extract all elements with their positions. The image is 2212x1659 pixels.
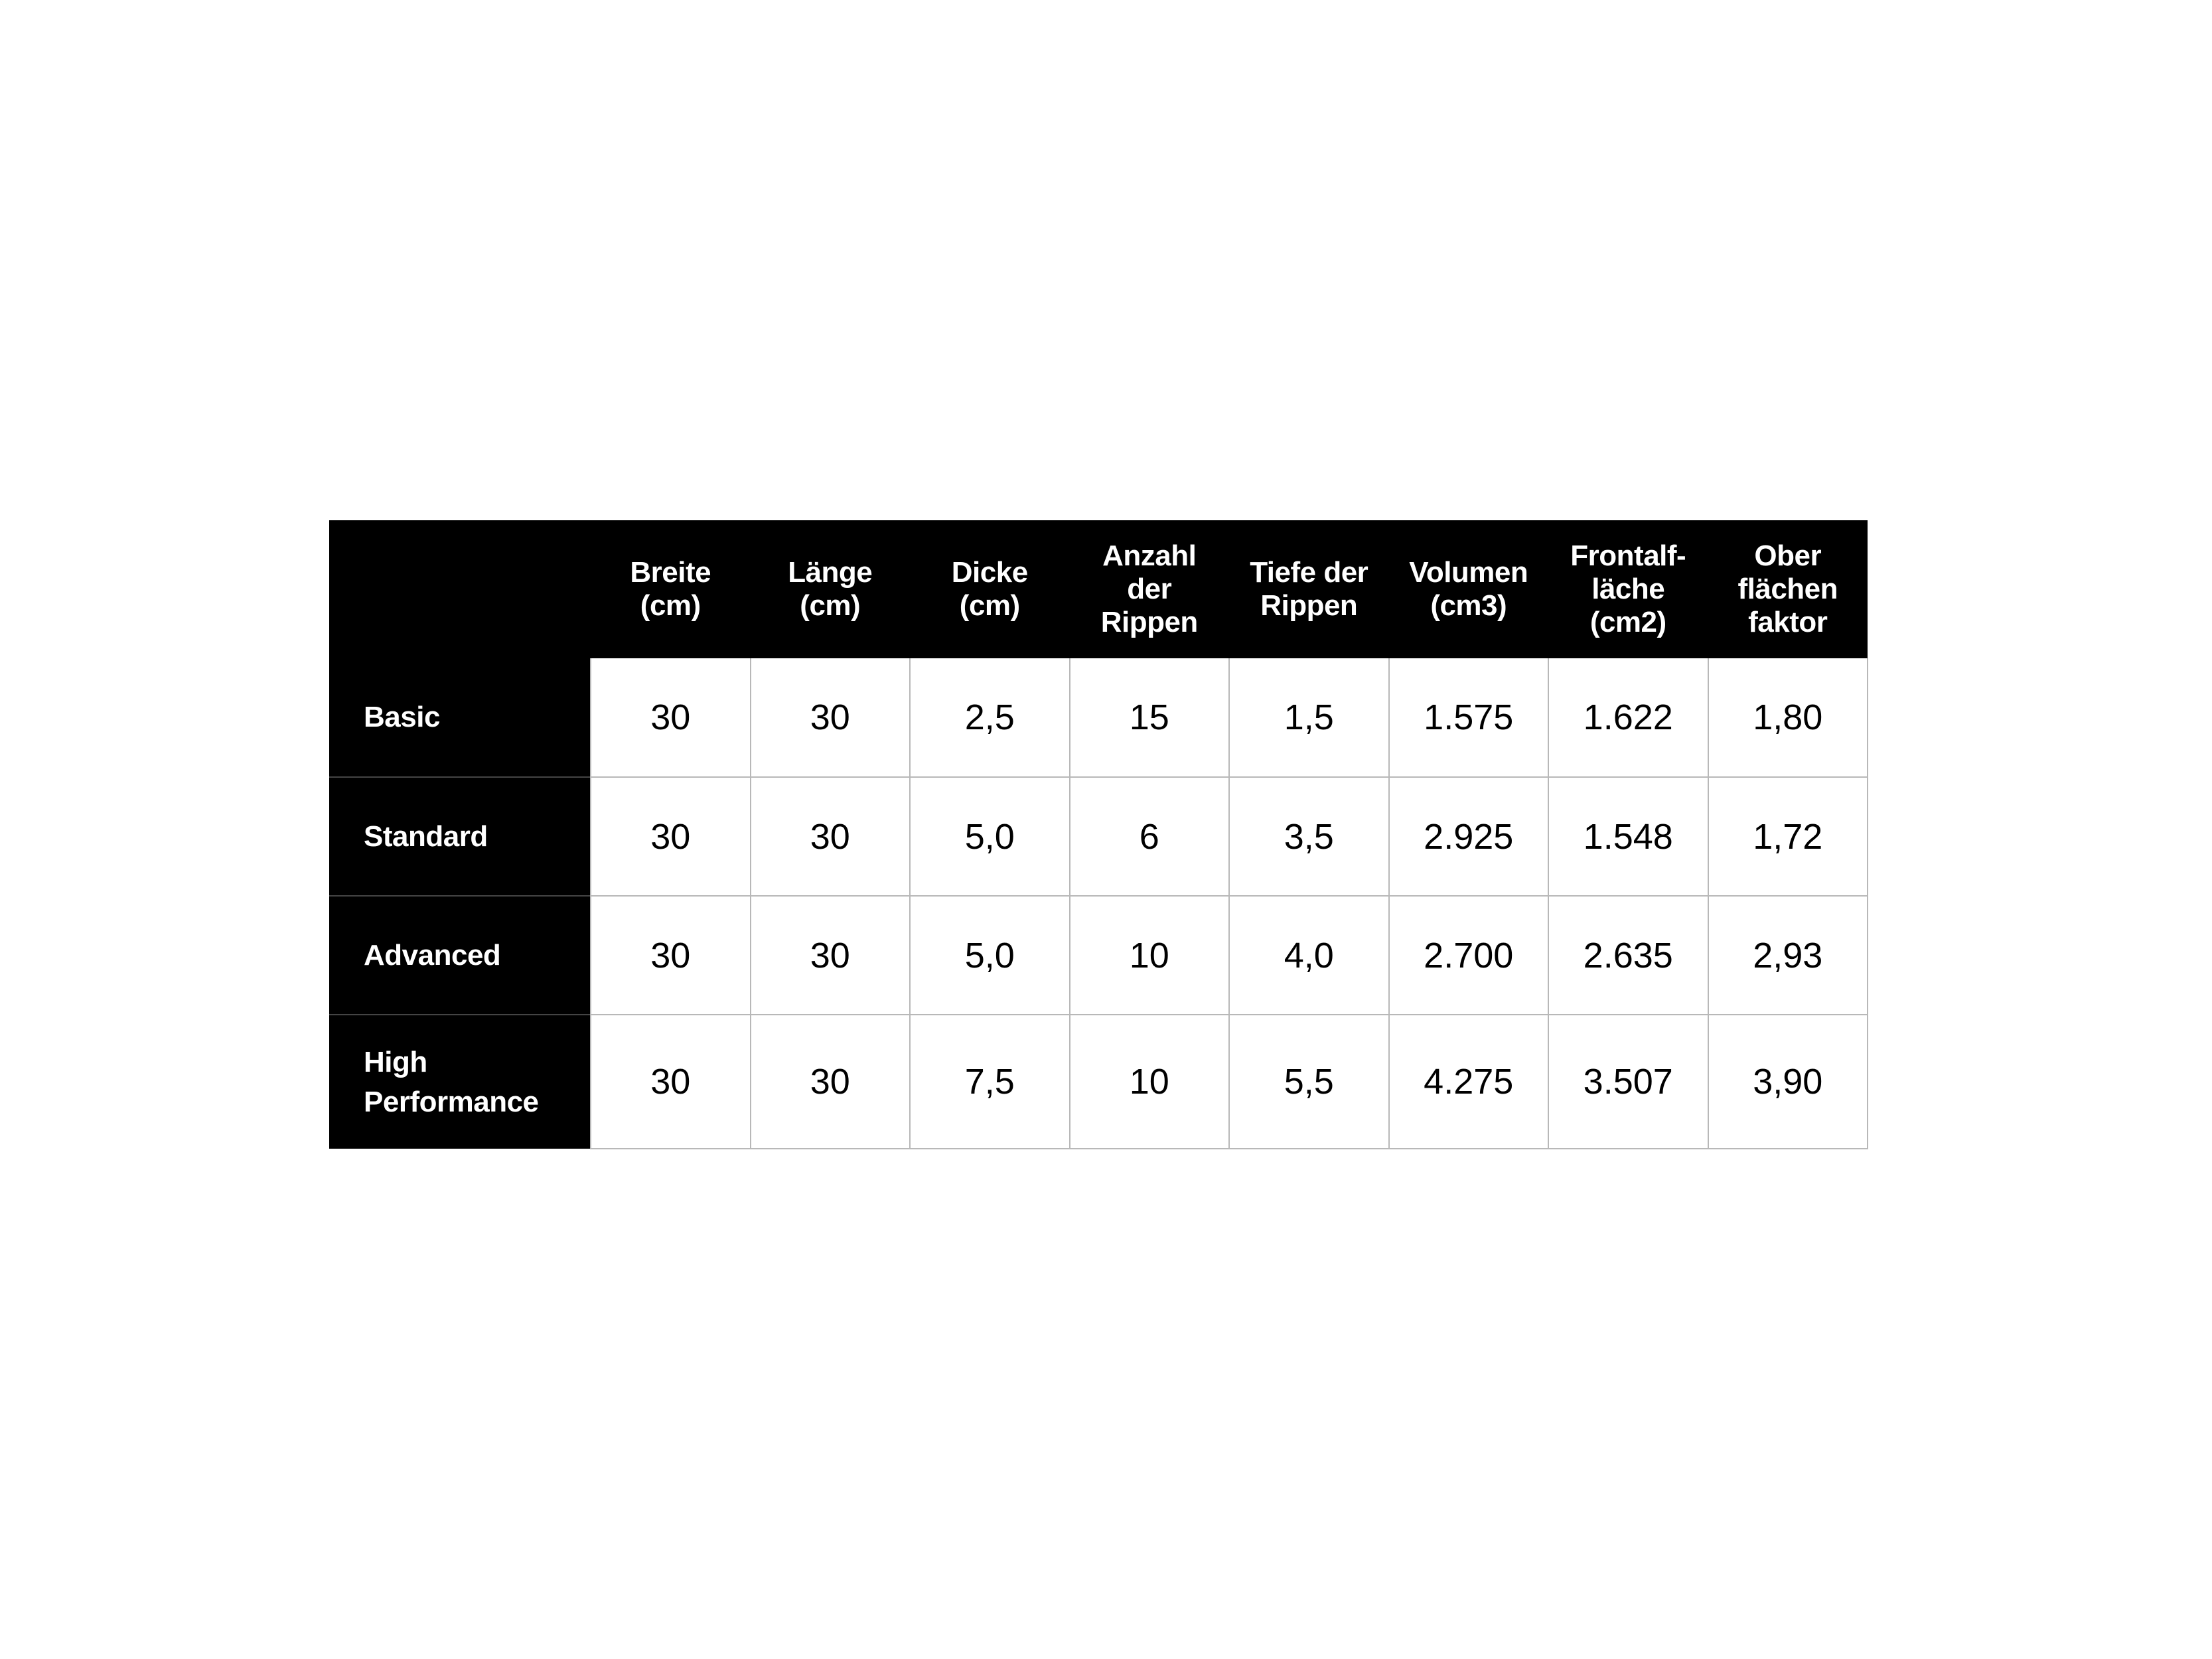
table-cell: 5,0	[910, 777, 1070, 896]
table-cell: 30	[591, 777, 751, 896]
column-header-laenge: Länge (cm)	[751, 520, 911, 658]
table-body	[329, 658, 1868, 1149]
table-header	[329, 520, 1868, 658]
table-cell: 4,0	[1229, 896, 1389, 1015]
column-header-dicke: Dicke (cm)	[910, 520, 1070, 658]
table-cell: 1,72	[1708, 777, 1868, 896]
table-cell: 6	[1070, 777, 1230, 896]
row-label-basic: Basic	[329, 658, 591, 777]
table-cell: 7,5	[910, 1015, 1070, 1149]
column-header-breite: Breite (cm)	[591, 520, 751, 658]
column-header-tiefe-rippen: Tiefe der Rippen	[1229, 520, 1389, 658]
table-cell: 1,80	[1708, 658, 1868, 777]
header-row	[329, 520, 1868, 658]
table-row-standard	[329, 777, 1868, 896]
header-corner-cell	[329, 520, 591, 658]
table-cell: 5,0	[910, 896, 1070, 1015]
column-header-volumen: Volumen (cm3)	[1389, 520, 1549, 658]
row-label-standard: Standard	[329, 777, 591, 896]
table-row-advanced	[329, 896, 1868, 1015]
table-cell: 5,5	[1229, 1015, 1389, 1149]
table-cell: 15	[1070, 658, 1230, 777]
row-label-high-performance: High Performance	[329, 1015, 591, 1149]
table-row-basic	[329, 658, 1868, 777]
table-cell: 1.622	[1548, 658, 1708, 777]
table-cell: 1.548	[1548, 777, 1708, 896]
table-cell: 3,5	[1229, 777, 1389, 896]
table-cell: 2.635	[1548, 896, 1708, 1015]
table-cell: 2.925	[1389, 777, 1549, 896]
table-cell: 2,93	[1708, 896, 1868, 1015]
table-cell: 30	[751, 1015, 911, 1149]
table-cell: 3.507	[1548, 1015, 1708, 1149]
column-header-frontalflaeche: Frontalf- läche (cm2)	[1548, 520, 1708, 658]
table-cell: 1,5	[1229, 658, 1389, 777]
table-cell: 10	[1070, 896, 1230, 1015]
row-label-advanced: Advanced	[329, 896, 591, 1015]
table-cell: 30	[751, 896, 911, 1015]
table-cell: 10	[1070, 1015, 1230, 1149]
column-header-anzahl-rippen: Anzahl der Rippen	[1070, 520, 1230, 658]
table-cell: 1.575	[1389, 658, 1549, 777]
table-row-high-performance	[329, 1015, 1868, 1149]
table-cell: 30	[751, 777, 911, 896]
table-cell: 30	[591, 658, 751, 777]
column-header-oberflaechenfaktor: Ober flächen faktor	[1708, 520, 1868, 658]
spec-table	[329, 520, 1868, 1149]
table-cell: 30	[751, 658, 911, 777]
table-cell: 30	[591, 1015, 751, 1149]
table-cell: 2.700	[1389, 896, 1549, 1015]
table-cell: 4.275	[1389, 1015, 1549, 1149]
table-cell: 3,90	[1708, 1015, 1868, 1149]
table-cell: 30	[591, 896, 751, 1015]
table-cell: 2,5	[910, 658, 1070, 777]
